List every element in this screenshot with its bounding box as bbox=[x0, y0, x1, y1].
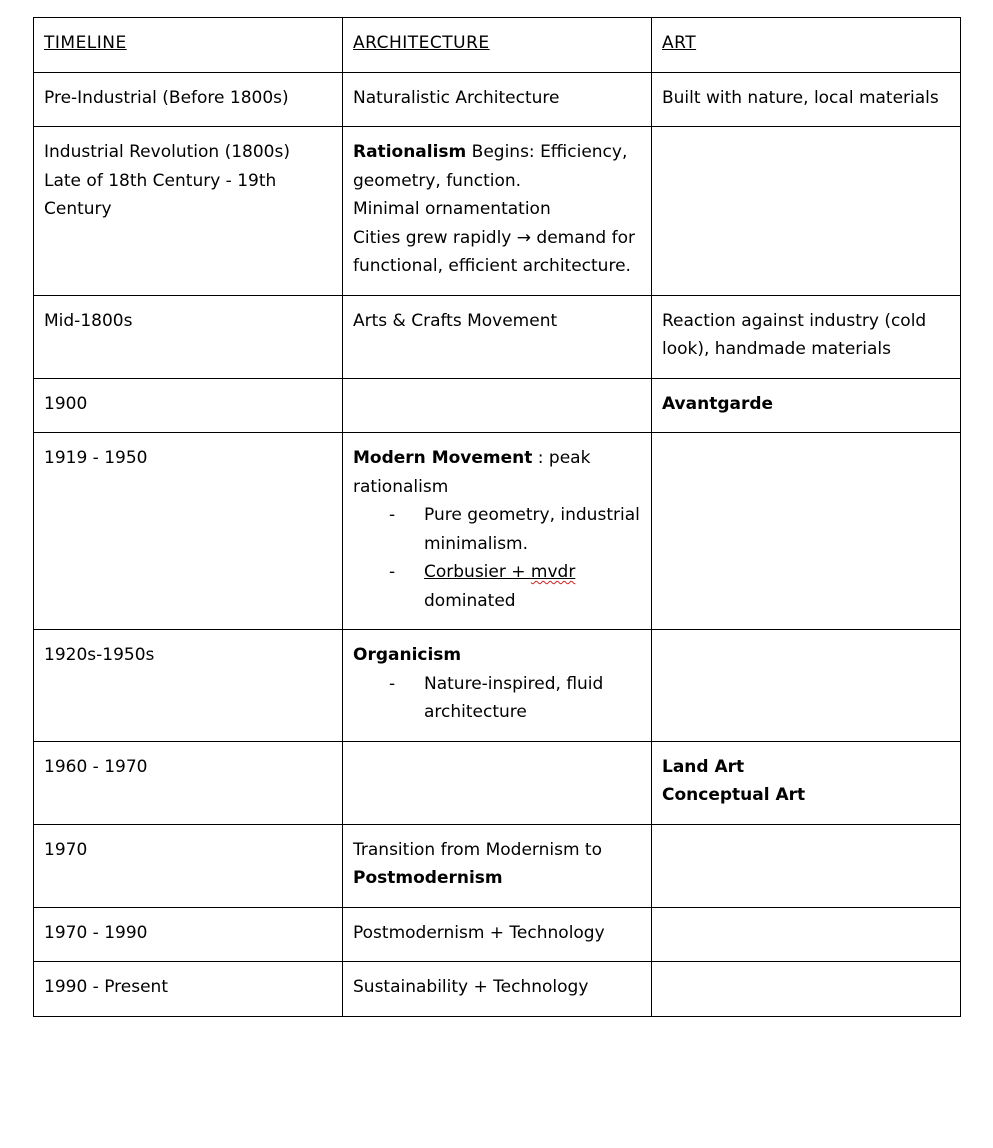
architecture-cell bbox=[343, 630, 652, 742]
architecture-cell: Naturalistic Architecture bbox=[343, 72, 652, 127]
architecture-line: Cities grew rapidly → demand for functional, efficient architecture. bbox=[353, 227, 635, 276]
architecture-cell: Postmodernism + Technology bbox=[343, 907, 652, 962]
architecture-line: Transition from Modernism to bbox=[353, 839, 602, 860]
art-cell bbox=[652, 630, 961, 742]
table-row bbox=[34, 127, 961, 296]
art-cell bbox=[652, 741, 961, 824]
art-cell bbox=[652, 433, 961, 630]
table-row bbox=[34, 962, 961, 1017]
art-cell bbox=[652, 378, 961, 433]
architecture-cell bbox=[343, 378, 652, 433]
timeline-line: Late of 18th Century - 19th Century bbox=[44, 170, 277, 219]
art-cell bbox=[652, 962, 961, 1017]
table-row bbox=[34, 630, 961, 742]
architecture-line: Minimal ornamentation bbox=[353, 199, 551, 219]
table-row bbox=[34, 907, 961, 962]
art-movement: Land Art bbox=[662, 756, 745, 777]
timeline-header: TIMELINE bbox=[34, 18, 343, 73]
timeline-cell: 1960 - 1970 bbox=[34, 741, 343, 824]
timeline-cell: 1990 - Present bbox=[34, 962, 343, 1017]
movement-name: Rationalism bbox=[353, 142, 467, 162]
art-cell: Built with nature, local materials bbox=[652, 72, 961, 127]
timeline-cell bbox=[34, 127, 343, 296]
list-item bbox=[353, 558, 641, 615]
timeline-cell: 1919 - 1950 bbox=[34, 433, 343, 630]
bullet-text: dominated bbox=[424, 590, 516, 611]
timeline-line: Industrial Revolution (1800s) bbox=[44, 142, 290, 162]
art-movement: Conceptual Art bbox=[662, 785, 806, 805]
table-row bbox=[34, 824, 961, 907]
list-item: - Nature-inspired, fluid architecture bbox=[353, 670, 641, 727]
timeline-cell: 1920s-1950s bbox=[34, 630, 343, 742]
movement-description: Begins: Efficiency, geometry, function. bbox=[353, 142, 628, 191]
bullet-list bbox=[353, 670, 641, 727]
architecture-header: ARCHITECTURE bbox=[343, 18, 652, 73]
art-cell bbox=[652, 907, 961, 962]
architecture-cell bbox=[343, 741, 652, 824]
table-row bbox=[34, 433, 961, 630]
timeline-table bbox=[33, 17, 961, 1017]
art-movement: Avantgarde bbox=[662, 393, 774, 414]
architecture-cell bbox=[343, 127, 652, 296]
movement-name: Postmodernism bbox=[353, 868, 503, 888]
timeline-cell: 1970 - 1990 bbox=[34, 907, 343, 962]
table-row bbox=[34, 295, 961, 378]
art-cell: Reaction against industry (cold look), handmade materials bbox=[652, 295, 961, 378]
art-cell bbox=[652, 127, 961, 296]
architecture-line bbox=[353, 444, 641, 501]
architecture-cell: Arts & Crafts Movement bbox=[343, 295, 652, 378]
misspelled-word: mvdr bbox=[530, 562, 576, 582]
architect-name: Corbusier + bbox=[424, 562, 531, 582]
bullet-list bbox=[353, 501, 641, 615]
timeline-cell: 1900 bbox=[34, 378, 343, 433]
list-item: - Pure geometry, industrial minimalism. bbox=[353, 501, 641, 558]
architecture-cell bbox=[343, 433, 652, 630]
movement-name: Modern Movement bbox=[353, 448, 533, 468]
movement-name: Organicism bbox=[353, 645, 462, 665]
timeline-cell: Mid-1800s bbox=[34, 295, 343, 378]
movement-description: : peak rationalism bbox=[353, 448, 591, 497]
header-row bbox=[34, 18, 961, 73]
architecture-cell: Sustainability + Technology bbox=[343, 962, 652, 1017]
table-row bbox=[34, 72, 961, 127]
architects-link-text bbox=[424, 562, 575, 582]
table-row bbox=[34, 378, 961, 433]
architecture-line bbox=[353, 138, 641, 195]
timeline-cell: 1970 bbox=[34, 824, 343, 907]
art-header: ART bbox=[652, 18, 961, 73]
art-cell bbox=[652, 824, 961, 907]
timeline-cell: Pre-Industrial (Before 1800s) bbox=[34, 72, 343, 127]
table-row bbox=[34, 741, 961, 824]
architecture-cell bbox=[343, 824, 652, 907]
